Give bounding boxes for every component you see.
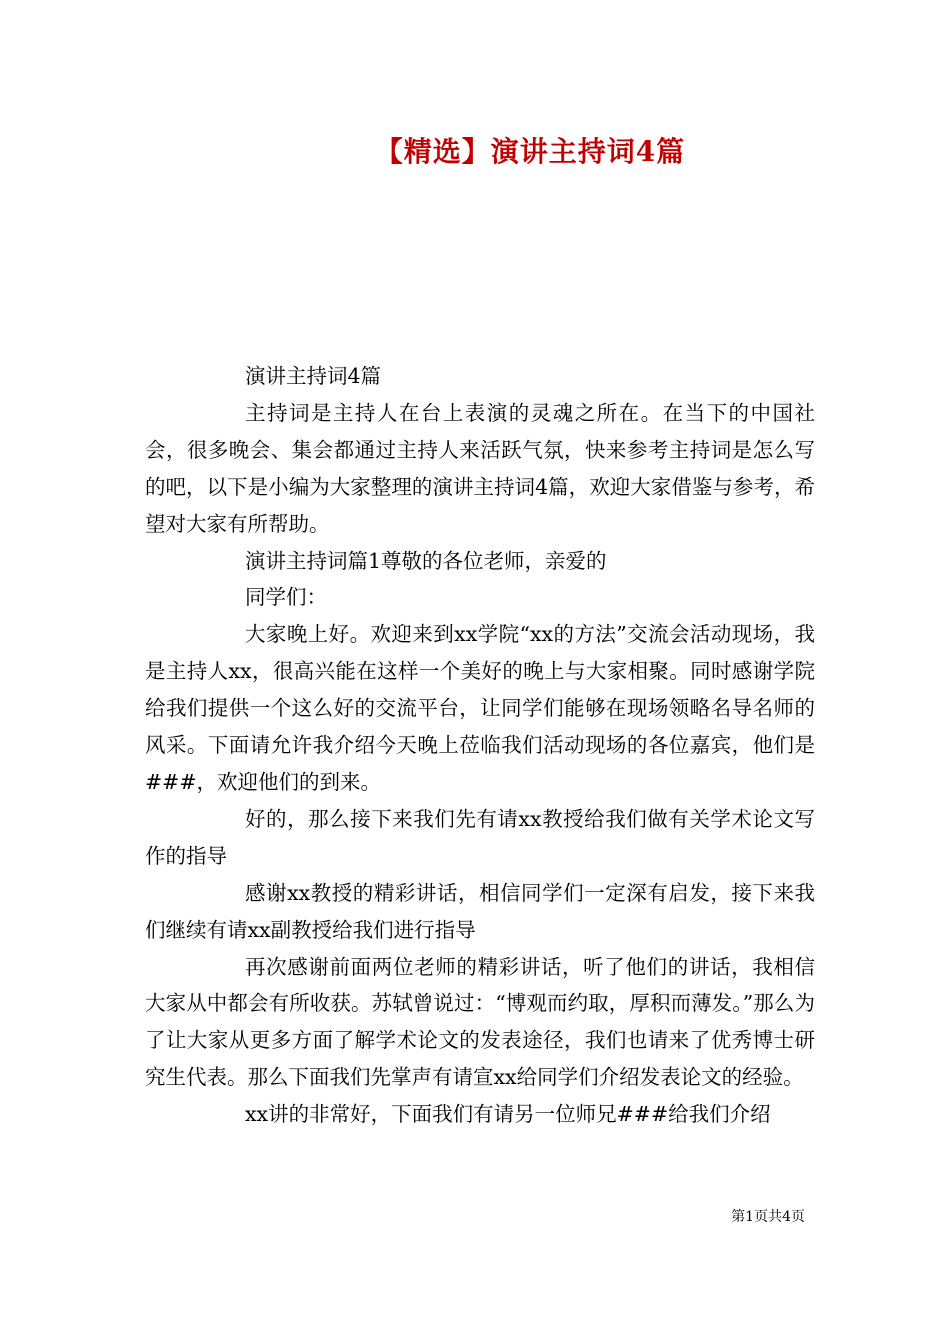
- paragraph-intro: 主持词是主持人在台上表演的灵魂之所在。在当下的中国社会，很多晚会、集会都通过主持人来活跃气氛，快来参考主持词是怎么写的吧，以下是小编为大家整理的演讲主持词4篇，欢迎大家借鉴与参考，希望对大家有所帮助。: [145, 400, 815, 536]
- paragraph-greeting: 同学们：: [245, 585, 327, 610]
- paragraph-next-speaker: xx讲的非常好，下面我们有请另一位师兄###给我们介绍: [245, 1102, 771, 1127]
- document-body: [145, 358, 815, 1133]
- paragraph-welcome: 大家晚上好。欢迎来到xx学院“xx的方法”交流会活动现场，我是主持人xx，很高兴能在这样一个美好的晚上与大家相聚。同时感谢学院给我们提供一个这么好的交流平台，让同学们能够在现场领略名导名师的风采。下面请允许我介绍今天晚上莅临我们活动现场的各位嘉宾，他们是###，欢迎他们的到来。: [145, 622, 815, 794]
- paragraph-student-rep: 再次感谢前面两位老师的精彩讲话，听了他们的讲话，我相信大家从中都会有所收获。苏轼曾说过：“博观而约取，厚积而薄发。”那么为了让大家从更多方面了解学术论文的发表途径，我们也请来了优秀博士研究生代表。那么下面我们先掌声有请宣xx给同学们介绍发表论文的经验。: [145, 954, 815, 1090]
- page-number-footer: 第1页共4页: [731, 1209, 805, 1225]
- paragraph-section-heading: 演讲主持词篇1尊敬的各位老师，亲爱的: [245, 548, 607, 573]
- paragraph-second-speaker: 感谢xx教授的精彩讲话，相信同学们一定深有启发，接下来我们继续有请xx副教授给我们进行指导: [145, 880, 815, 942]
- document-title: 【精选】演讲主持词4篇: [374, 135, 686, 168]
- paragraph-first-speaker: 好的，那么接下来我们先有请xx教授给我们做有关学术论文写作的指导: [145, 806, 815, 868]
- paragraph-subtitle: 演讲主持词4篇: [245, 364, 382, 388]
